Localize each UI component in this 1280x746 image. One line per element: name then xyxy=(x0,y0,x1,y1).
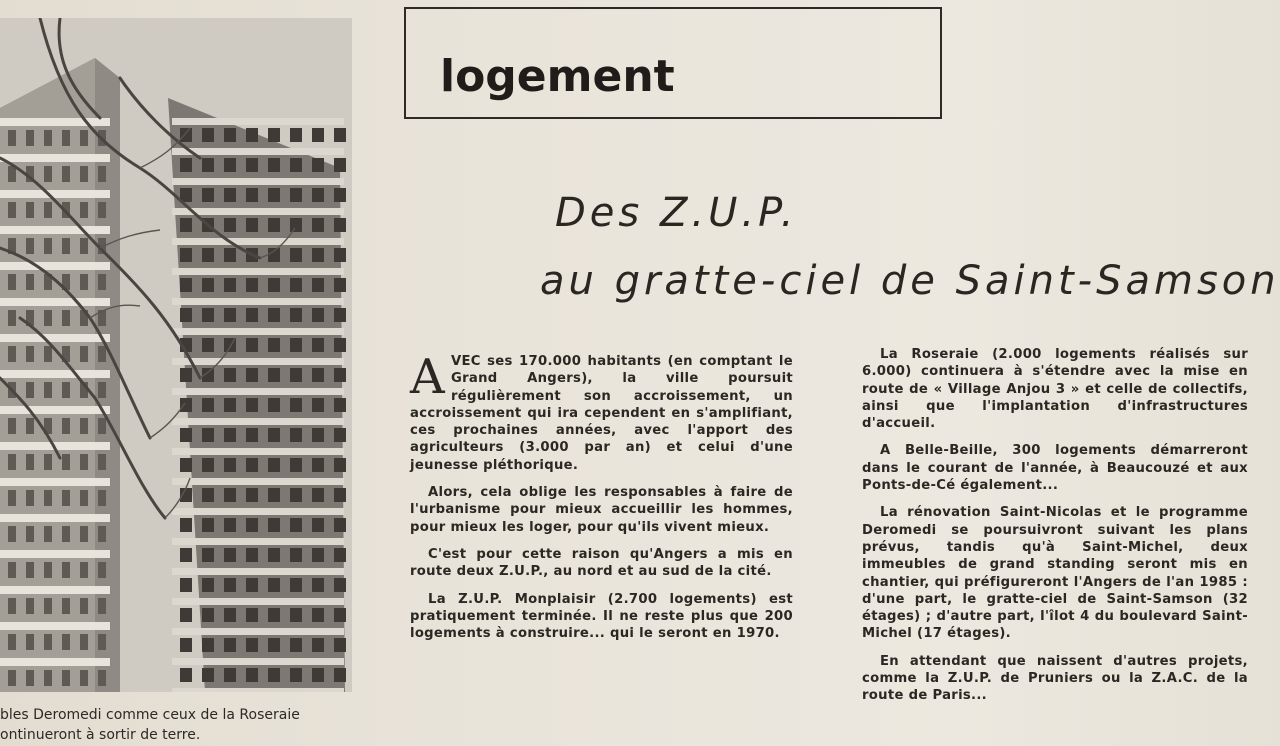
right-tower-window xyxy=(202,428,214,442)
left-tower-window xyxy=(8,310,16,326)
right-tower-window xyxy=(268,248,280,262)
right-tower-window xyxy=(290,218,302,232)
right-tower-balcony xyxy=(172,568,344,575)
right-tower-balcony xyxy=(172,508,344,515)
right-tower-balcony xyxy=(172,598,344,605)
building-illustration xyxy=(0,18,352,692)
right-tower-window xyxy=(290,458,302,472)
right-tower-balcony xyxy=(172,238,344,245)
left-tower-window xyxy=(98,634,106,650)
left-tower-balcony xyxy=(0,226,110,234)
right-tower-window xyxy=(180,218,192,232)
right-tower-window xyxy=(312,128,324,142)
right-tower-window xyxy=(334,428,346,442)
section-rubric-label: logement xyxy=(440,51,675,102)
right-tower-window xyxy=(202,188,214,202)
left-tower-window xyxy=(44,310,52,326)
right-tower-balcony xyxy=(172,328,344,335)
left-tower-window xyxy=(44,526,52,542)
left-tower-window xyxy=(44,598,52,614)
right-tower-window xyxy=(334,668,346,682)
left-tower-window xyxy=(98,274,106,290)
right-tower-window xyxy=(334,548,346,562)
right-tower-window xyxy=(312,248,324,262)
left-tower-window xyxy=(8,562,16,578)
right-tower-balcony xyxy=(172,658,344,665)
left-tower-balcony xyxy=(0,550,110,558)
left-tower-window xyxy=(8,130,16,146)
right-tower-window xyxy=(290,188,302,202)
left-tower-window xyxy=(80,418,88,434)
right-tower-window xyxy=(312,488,324,502)
right-tower-window xyxy=(202,638,214,652)
right-tower-window xyxy=(290,548,302,562)
article-column-left xyxy=(410,349,793,652)
left-tower-window xyxy=(80,166,88,182)
right-tower-window xyxy=(268,218,280,232)
right-tower-window xyxy=(290,128,302,142)
right-tower-balcony xyxy=(172,178,344,185)
building-photo xyxy=(0,18,352,692)
right-tower-window xyxy=(334,248,346,262)
drop-cap: A xyxy=(410,349,445,405)
left-tower-window xyxy=(8,418,16,434)
right-tower-window xyxy=(180,668,192,682)
right-tower-window xyxy=(268,308,280,322)
right-tower-window xyxy=(224,188,236,202)
left-tower-balcony xyxy=(0,586,110,594)
right-tower-window xyxy=(246,488,258,502)
left-tower-window xyxy=(26,526,34,542)
right-tower-window xyxy=(246,188,258,202)
right-tower-window xyxy=(202,608,214,622)
caption-line-1: bles Deromedi comme ceux de la Roseraie xyxy=(0,707,300,723)
right-tower-window xyxy=(268,428,280,442)
right-tower-window xyxy=(312,638,324,652)
right-tower-balcony xyxy=(172,418,344,425)
left-tower-window xyxy=(62,310,70,326)
photo-caption xyxy=(0,705,360,745)
right-tower-window xyxy=(224,518,236,532)
left-tower-window xyxy=(8,526,16,542)
right-tower-window xyxy=(202,158,214,172)
right-tower-window xyxy=(268,488,280,502)
left-tower-window xyxy=(44,490,52,506)
right-tower-window xyxy=(268,278,280,292)
right-tower-window xyxy=(224,638,236,652)
right-tower-window xyxy=(224,248,236,262)
right-tower-window xyxy=(202,458,214,472)
right-tower-window xyxy=(202,668,214,682)
right-tower-window xyxy=(202,128,214,142)
left-tower-balcony xyxy=(0,118,110,126)
right-tower-window xyxy=(246,608,258,622)
left-tower-window xyxy=(98,526,106,542)
left-tower-window xyxy=(80,454,88,470)
right-tower-balcony xyxy=(172,448,344,455)
right-tower-window xyxy=(312,458,324,472)
left-tower-window xyxy=(62,670,70,686)
right-tower-window xyxy=(290,308,302,322)
left-tower-balcony xyxy=(0,514,110,522)
left-tower-window xyxy=(8,634,16,650)
right-tower-window xyxy=(312,518,324,532)
right-tower-window xyxy=(202,488,214,502)
right-tower-window xyxy=(180,398,192,412)
right-tower-window xyxy=(268,608,280,622)
article-paragraph: La rénovation Saint-Nicolas et le programme Deromedi se poursuivront suivant les plans prévus, tandis qu'à Saint-Michel, deux immeubles de grand standing seront mis en chantier, qui préfigureront l'Angers de l'an 1985 : d'une part, le gratte-ciel de Saint-Samson (32 étages) ; d'autre part, l'îlot 4 du boulevard Saint-Michel (17 étages). xyxy=(862,505,1248,642)
left-tower-window xyxy=(98,346,106,362)
left-tower-window xyxy=(44,670,52,686)
left-tower-window xyxy=(26,382,34,398)
left-tower-window xyxy=(8,166,16,182)
right-tower-window xyxy=(180,308,192,322)
right-tower-balcony xyxy=(172,118,344,125)
right-tower-window xyxy=(224,428,236,442)
right-tower-balcony xyxy=(172,388,344,395)
right-tower-window xyxy=(224,158,236,172)
left-tower-window xyxy=(80,670,88,686)
right-tower-window xyxy=(290,638,302,652)
right-tower-window xyxy=(334,218,346,232)
right-tower-window xyxy=(334,458,346,472)
right-tower-balcony xyxy=(172,628,344,635)
right-tower-window xyxy=(246,428,258,442)
left-tower-window xyxy=(26,454,34,470)
right-tower-window xyxy=(268,128,280,142)
right-tower-window xyxy=(290,278,302,292)
left-tower-window xyxy=(62,526,70,542)
left-tower-balcony xyxy=(0,370,110,378)
right-tower-window xyxy=(246,368,258,382)
right-tower-window xyxy=(334,578,346,592)
right-tower-window xyxy=(334,158,346,172)
right-tower-window xyxy=(246,278,258,292)
left-tower-window xyxy=(62,598,70,614)
right-tower-window xyxy=(224,668,236,682)
left-tower-window xyxy=(80,202,88,218)
left-tower-window xyxy=(8,346,16,362)
left-tower-window xyxy=(26,598,34,614)
left-tower-window xyxy=(62,130,70,146)
left-tower-balcony xyxy=(0,622,110,630)
left-tower-window xyxy=(26,418,34,434)
right-tower-window xyxy=(290,158,302,172)
right-tower-window xyxy=(334,278,346,292)
left-tower-window xyxy=(62,454,70,470)
right-tower-window xyxy=(312,338,324,352)
right-tower-window xyxy=(334,338,346,352)
left-tower-window xyxy=(8,598,16,614)
right-tower-window xyxy=(180,578,192,592)
left-tower-window xyxy=(44,346,52,362)
left-tower-window xyxy=(26,130,34,146)
left-tower-window xyxy=(8,202,16,218)
right-tower-window xyxy=(180,248,192,262)
left-tower-window xyxy=(80,634,88,650)
left-tower-balcony xyxy=(0,334,110,342)
right-tower-window xyxy=(290,338,302,352)
right-tower-window xyxy=(180,368,192,382)
right-tower-window xyxy=(334,488,346,502)
headline-line-2: au gratte-ciel de Saint-Samson xyxy=(540,258,1280,304)
left-tower-window xyxy=(26,634,34,650)
left-tower-window xyxy=(44,634,52,650)
article-paragraph: En attendant que naissent d'autres projets, comme la Z.U.P. de Pruniers ou la Z.A.C. de la route de Paris... xyxy=(862,653,1248,704)
left-tower-balcony xyxy=(0,658,110,666)
left-tower-window xyxy=(26,238,34,254)
right-tower-window xyxy=(334,638,346,652)
right-tower-window xyxy=(224,218,236,232)
right-tower-window xyxy=(312,398,324,412)
right-tower-window xyxy=(202,248,214,262)
left-tower-window xyxy=(62,562,70,578)
right-tower-window xyxy=(246,578,258,592)
right-tower-window xyxy=(202,398,214,412)
right-tower-window xyxy=(246,638,258,652)
right-tower-window xyxy=(202,578,214,592)
right-tower-balcony xyxy=(172,358,344,365)
left-tower-window xyxy=(44,562,52,578)
left-tower-window xyxy=(80,130,88,146)
right-tower-balcony xyxy=(172,268,344,275)
right-tower-window xyxy=(334,128,346,142)
right-tower-window xyxy=(224,128,236,142)
left-tower-window xyxy=(80,346,88,362)
right-tower-window xyxy=(246,218,258,232)
right-tower-window xyxy=(290,578,302,592)
right-tower-window xyxy=(312,158,324,172)
right-tower-window xyxy=(180,428,192,442)
right-tower-balcony xyxy=(172,538,344,545)
left-tower-window xyxy=(26,274,34,290)
left-tower-window xyxy=(44,166,52,182)
right-tower-window xyxy=(312,308,324,322)
right-tower-window xyxy=(180,458,192,472)
right-tower-window xyxy=(224,458,236,472)
left-tower-window xyxy=(98,418,106,434)
right-tower-window xyxy=(268,578,280,592)
left-tower-window xyxy=(26,490,34,506)
left-tower-window xyxy=(26,202,34,218)
right-tower-window xyxy=(268,188,280,202)
right-tower-window xyxy=(268,638,280,652)
right-tower-window xyxy=(246,158,258,172)
left-tower-balcony xyxy=(0,190,110,198)
right-tower-window xyxy=(224,548,236,562)
left-tower-balcony xyxy=(0,406,110,414)
right-tower-window xyxy=(246,548,258,562)
left-tower-window xyxy=(26,562,34,578)
right-tower-balcony xyxy=(172,148,344,155)
right-tower-window xyxy=(268,338,280,352)
right-tower-window xyxy=(290,248,302,262)
right-tower-window xyxy=(268,398,280,412)
right-tower-window xyxy=(334,308,346,322)
right-tower-window xyxy=(290,668,302,682)
left-tower-window xyxy=(98,670,106,686)
right-tower-window xyxy=(224,488,236,502)
left-tower-window xyxy=(98,166,106,182)
article-paragraph: AVEC ses 170.000 habitants (en comptant le Grand Angers), la ville poursuit régulièrement son accroissement, un accroissement qui ira cependent en s'amplifiant, ces prochaines années, avec l'apport des agriculteurs (3.000 par an) et celui d'une jeunesse pléthorique. xyxy=(410,349,793,473)
right-tower-window xyxy=(202,308,214,322)
right-tower-window xyxy=(180,518,192,532)
right-tower-window xyxy=(312,368,324,382)
right-tower-window xyxy=(290,398,302,412)
right-tower-window xyxy=(180,548,192,562)
right-tower-window xyxy=(224,308,236,322)
left-tower-window xyxy=(80,490,88,506)
article-paragraph: La Z.U.P. Monplaisir (2.700 logements) est pratiquement terminée. Il ne reste plus que 200 logements à construire... qui le seront en 1970. xyxy=(410,591,793,642)
left-tower-window xyxy=(80,562,88,578)
right-tower-window xyxy=(180,638,192,652)
right-tower-window xyxy=(312,548,324,562)
left-tower-window xyxy=(8,490,16,506)
left-tower-window xyxy=(62,490,70,506)
right-tower-window xyxy=(290,368,302,382)
right-tower-window xyxy=(312,608,324,622)
right-tower-window xyxy=(246,128,258,142)
headline-line-1: Des Z.U.P. xyxy=(555,190,798,236)
right-tower-window xyxy=(290,608,302,622)
article-paragraph: Alors, cela oblige les responsables à faire de l'urbanisme pour mieux accueillir les hommes, pour mieux les loger, pour qu'ils vivent mieux. xyxy=(410,485,793,535)
article-column-right xyxy=(862,346,1248,715)
left-tower-window xyxy=(8,670,16,686)
right-tower-window xyxy=(290,488,302,502)
right-tower-window xyxy=(290,428,302,442)
right-tower-window xyxy=(202,338,214,352)
right-tower-balcony xyxy=(172,688,344,692)
right-tower-window xyxy=(312,668,324,682)
left-tower-window xyxy=(80,526,88,542)
right-tower-window xyxy=(290,518,302,532)
left-tower-window xyxy=(98,454,106,470)
right-tower-window xyxy=(224,398,236,412)
right-tower-window xyxy=(202,278,214,292)
caption-line-2: ontinueront à sortir de terre. xyxy=(0,727,201,743)
right-tower-window xyxy=(246,518,258,532)
right-tower-window xyxy=(334,368,346,382)
right-tower-window xyxy=(180,608,192,622)
left-tower-window xyxy=(26,346,34,362)
left-tower-window xyxy=(44,202,52,218)
right-tower-window xyxy=(246,308,258,322)
left-tower-window xyxy=(26,670,34,686)
right-tower-window xyxy=(312,278,324,292)
left-tower-window xyxy=(98,562,106,578)
right-tower-window xyxy=(312,578,324,592)
right-tower-window xyxy=(202,548,214,562)
right-tower-window xyxy=(246,458,258,472)
left-tower-window xyxy=(98,382,106,398)
left-tower-window xyxy=(80,598,88,614)
right-tower-window xyxy=(246,398,258,412)
right-tower-window xyxy=(268,548,280,562)
right-tower-window xyxy=(246,668,258,682)
right-tower-window xyxy=(268,458,280,472)
right-tower-window xyxy=(224,578,236,592)
right-tower-balcony xyxy=(172,478,344,485)
left-tower-balcony xyxy=(0,154,110,162)
right-tower-window xyxy=(312,218,324,232)
right-tower-window xyxy=(334,398,346,412)
right-tower-balcony xyxy=(172,298,344,305)
right-tower-window xyxy=(180,158,192,172)
article-paragraph: La Roseraie (2.000 logements réalisés sur 6.000) continuera à s'étendre avec la mise en route de « Village Anjou 3 » et celle de collectifs, ainsi que l'implantation d'infrastructures d'accueil. xyxy=(862,347,1248,432)
right-tower-window xyxy=(224,278,236,292)
left-tower-window xyxy=(80,274,88,290)
right-tower-window xyxy=(268,518,280,532)
left-tower-balcony xyxy=(0,298,110,306)
right-tower-window xyxy=(334,518,346,532)
left-tower-window xyxy=(62,418,70,434)
right-tower-window xyxy=(180,278,192,292)
right-tower-window xyxy=(202,518,214,532)
section-rubric-box xyxy=(404,7,942,119)
left-tower-window xyxy=(44,454,52,470)
left-tower-balcony xyxy=(0,478,110,486)
right-tower-balcony xyxy=(172,208,344,215)
right-tower-window xyxy=(180,128,192,142)
left-tower-window xyxy=(44,130,52,146)
right-tower-window xyxy=(246,338,258,352)
right-tower-window xyxy=(312,428,324,442)
left-tower-window xyxy=(98,202,106,218)
right-tower-window xyxy=(224,608,236,622)
left-tower-balcony xyxy=(0,262,110,270)
article-paragraph: A Belle-Beille, 300 logements démarreront dans le courant de l'année, à Beaucouzé et aux Ponts-de-Cé également... xyxy=(862,443,1248,494)
article-paragraph: C'est pour cette raison qu'Angers a mis en route deux Z.U.P., au nord et au sud de la cité. xyxy=(410,546,793,580)
left-tower-window xyxy=(98,490,106,506)
right-tower-window xyxy=(334,188,346,202)
left-tower-window xyxy=(62,634,70,650)
left-tower-window xyxy=(62,238,70,254)
left-tower-window xyxy=(98,598,106,614)
left-tower-window xyxy=(80,238,88,254)
right-tower-window xyxy=(268,368,280,382)
left-tower-window xyxy=(8,454,16,470)
right-tower-window xyxy=(224,368,236,382)
left-tower-window xyxy=(8,274,16,290)
right-tower-window xyxy=(268,668,280,682)
right-tower-window xyxy=(268,158,280,172)
left-tower-window xyxy=(44,382,52,398)
left-tower-window xyxy=(44,238,52,254)
right-tower-window xyxy=(312,188,324,202)
left-tower-window xyxy=(62,166,70,182)
right-tower-window xyxy=(334,608,346,622)
left-tower-window xyxy=(62,382,70,398)
